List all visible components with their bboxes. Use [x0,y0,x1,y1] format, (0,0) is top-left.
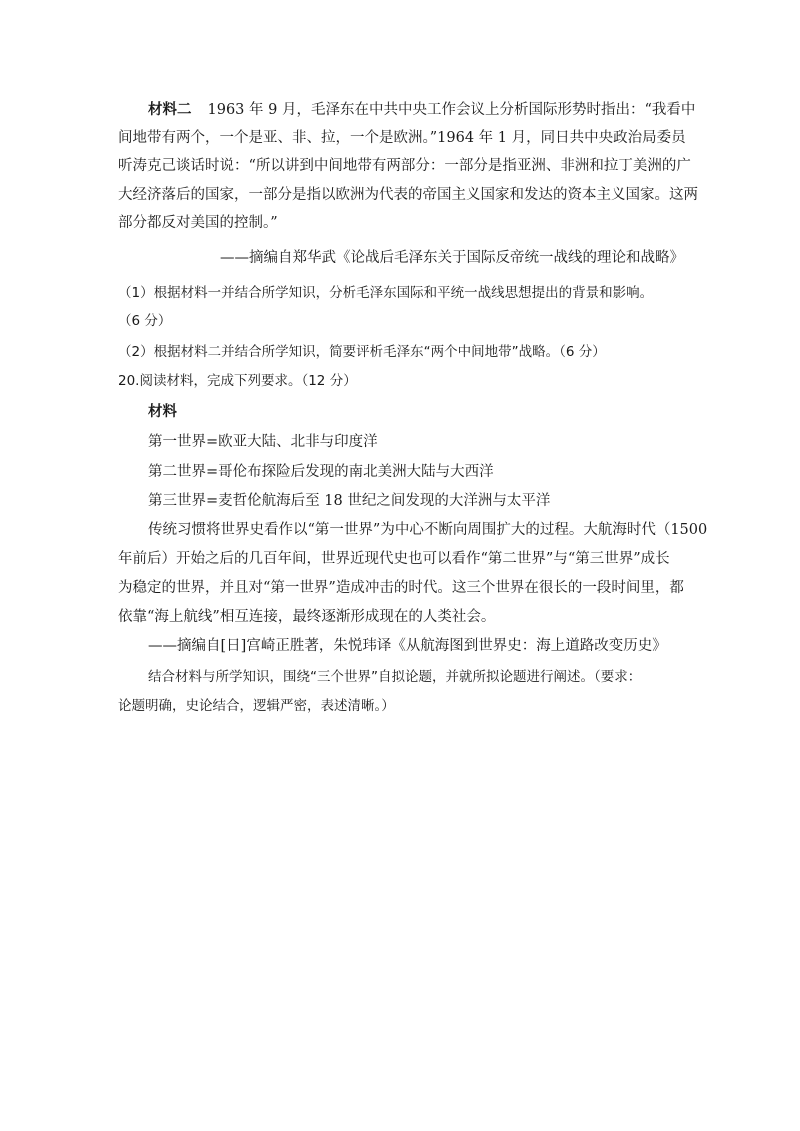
material2-line-5: 部分都反对美国的控制。” [118,215,278,231]
question19-part1: （1）根据材料一并结合所学知识，分析毛泽东国际和平统一战线思想提出的背景和影响。 [118,285,654,301]
question20-para-line-2: 年前后）开始之后的几百年间，世界近现代史也可以看作“第二世界”与“第三世界”成长 [118,551,670,567]
material2-label: 材料二 [148,101,192,118]
question20-material-label: 材料 [148,403,177,420]
question20-task-line-1: 结合材料与所学知识，围绕“三个世界”自拟论题，并就所拟论题进行阐述。（要求： [148,669,642,685]
question20-heading: 20.阅读材料，完成下列要求。（12 分） [118,373,357,389]
question20-source: ——摘编自[日]宫崎正胜著，朱悦玮译《从航海图到世界史：海上道路改变历史》 [148,638,667,654]
question20-para-line-1: 传统习惯将世界史看作以“第一世界”为中心不断向周围扩大的过程。大航海时代（1500 [148,522,708,538]
material2-line-1 [148,100,695,120]
material2-line-2: 间地带有两个，一个是亚、非、拉，一个是欧洲。”1964 年 1 月，同日共中央政治局委员 [118,130,686,146]
question20-task-line-2: 论题明确，史论结合，逻辑严密，表述清晰。） [118,698,395,714]
world-2-definition: 第二世界=哥伦布探险后发现的南北美洲大陆与大西洋 [148,464,494,480]
question19-part1-score: （6 分） [118,313,172,329]
world-1-definition: 第一世界=欧亚大陆、北非与印度洋 [148,434,378,450]
material2-source: ——摘编自郑华武《论战后毛泽东关于国际反帝统一战线的理论和战略》 [220,250,684,266]
question19-part2: （2）根据材料二并结合所学知识，简要评析毛泽东“两个中间地带”战略。（6 分） [118,344,606,360]
world-3-definition: 第三世界=麦哲伦航海后至 18 世纪之间发现的大洋洲与太平洋 [148,493,551,509]
question20-para-line-3: 为稳定的世界，并且对“第一世界”造成冲击的时代。这三个世界在很长的一段时间里，都 [118,580,684,596]
material2-text-1: 1963 年 9 月，毛泽东在中共中央工作会议上分析国际形势时指出：“我看中 [207,102,696,118]
material2-line-4: 大经济落后的国家，一部分是指以欧洲为代表的帝国主义国家和发达的资本主义国家。这两 [118,187,698,203]
material2-line-3: 听涛克己谈话时说：“所以讲到中间地带有两部分：一部分是指亚洲、非洲和拉丁美洲的广 [118,158,691,174]
question20-para-line-4: 依靠“海上航线”相互连接，最终逐渐形成现在的人类社会。 [118,609,496,625]
